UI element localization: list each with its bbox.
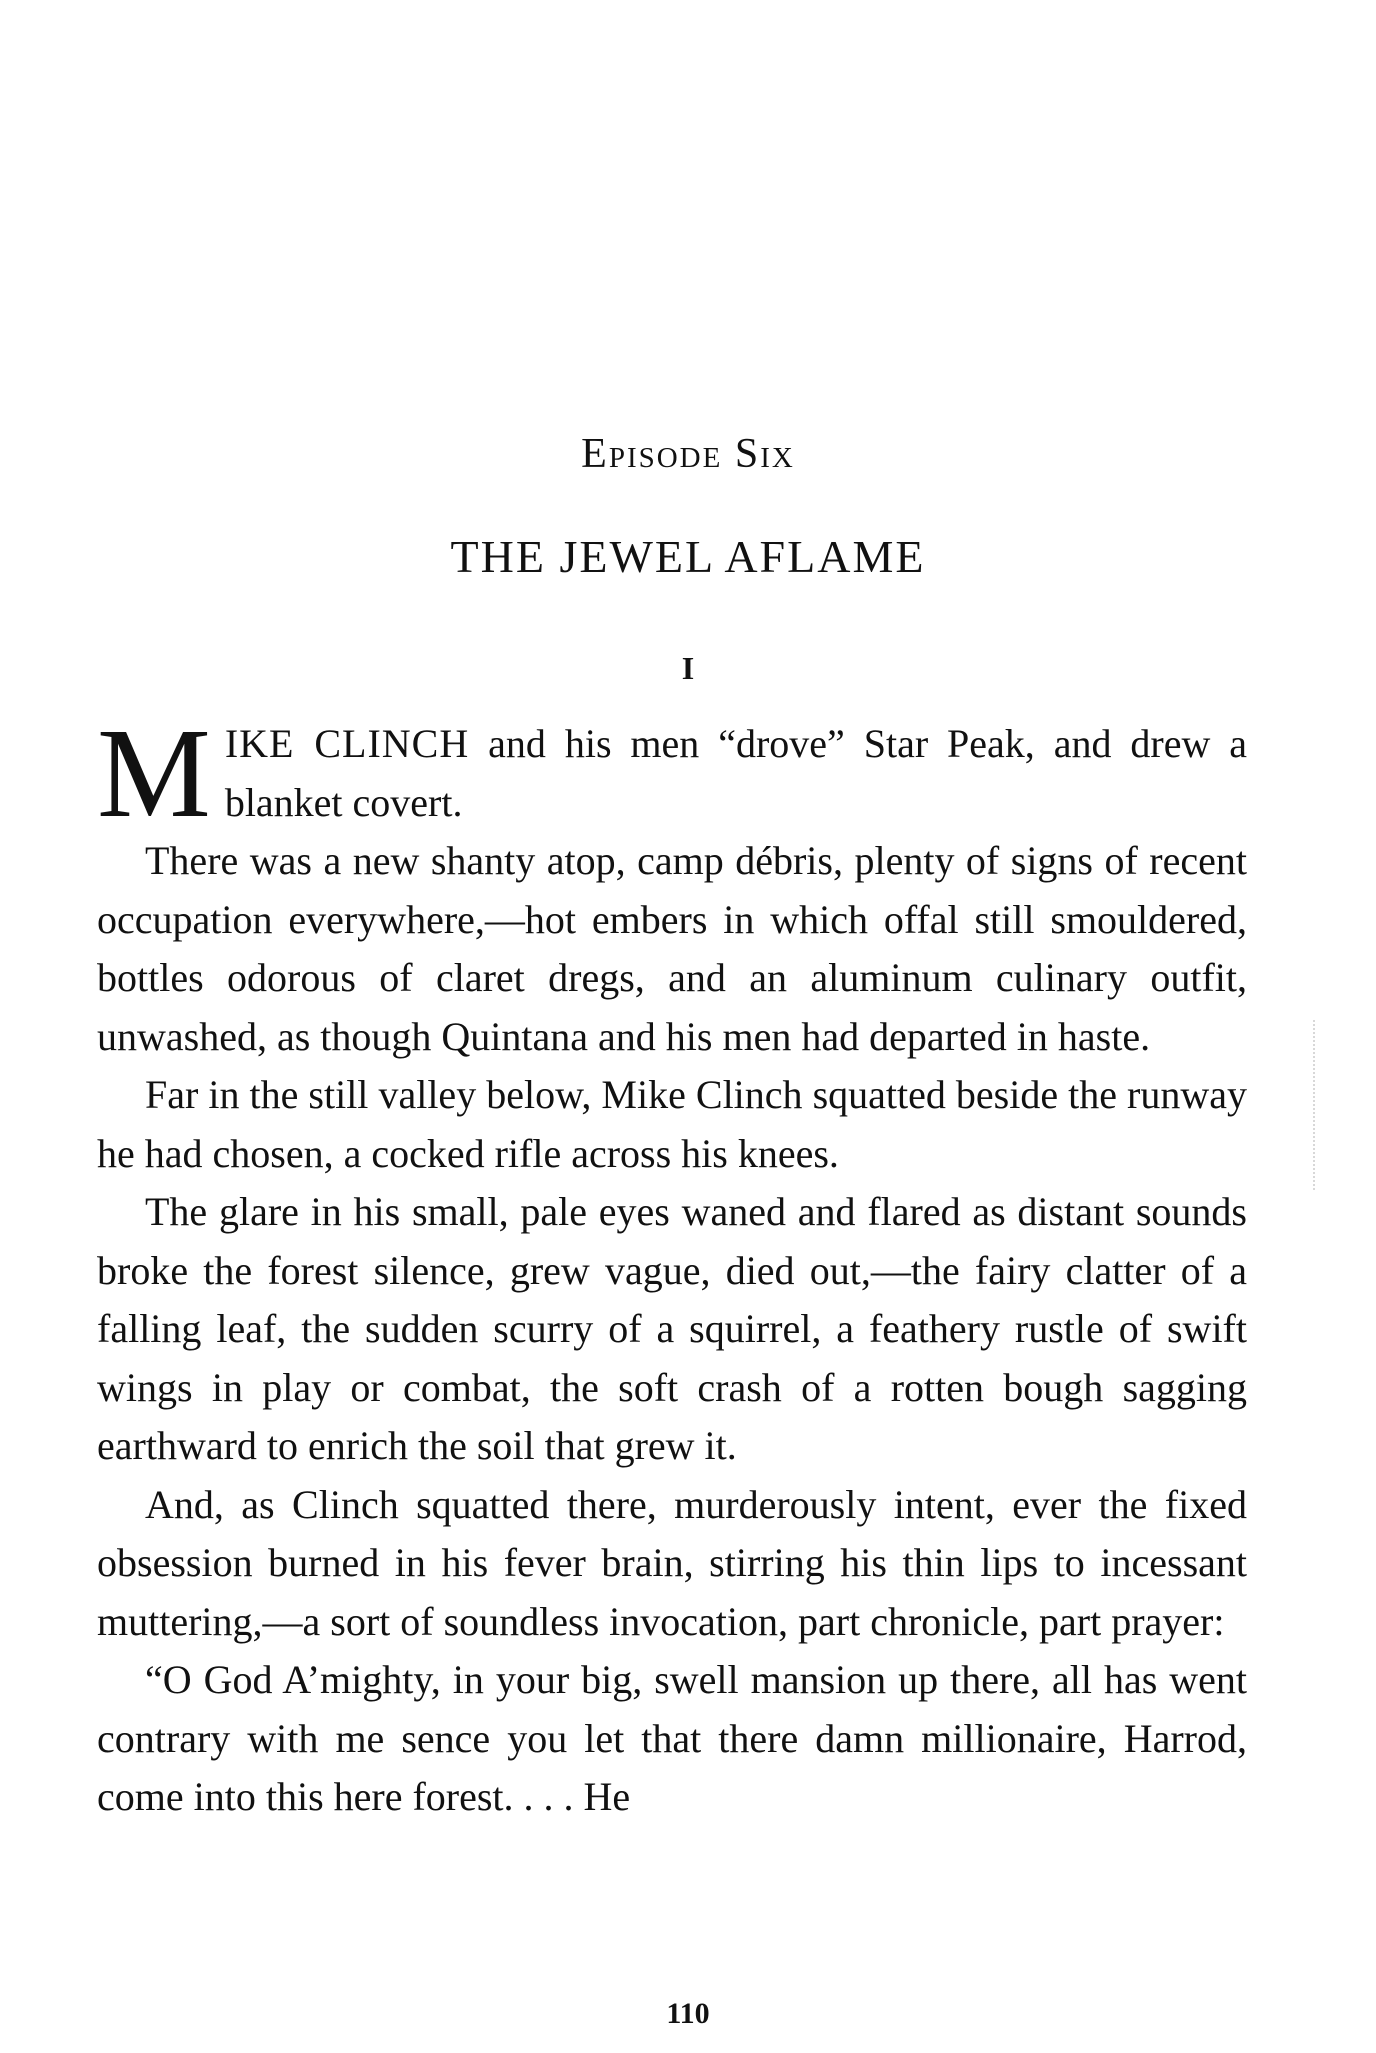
section-numeral: I [681, 650, 695, 686]
opening-caps: IKE CLINCH [224, 721, 470, 766]
opening-text: and his men “drove” Star Peak, and drew a blanket covert. [224, 721, 1248, 825]
paragraph: Far in the still valley below, Mike Clinch squatted beside the runway he had chosen, a cocked rifle across his knees. [97, 1072, 1247, 1176]
episode-heading: Episode Six [581, 431, 795, 477]
page-number: 110 [666, 1997, 710, 2030]
paragraph: And, as Clinch squatted there, murderously intent, ever the fixed obsession burned in his fever brain, stirring his thin lips to incessant muttering,—a sort of soundless invocation, part chronicle, part prayer: [97, 1481, 1247, 1644]
chapter-title: THE JEWEL AFLAME [450, 531, 926, 582]
paragraph: The glare in his small, pale eyes waned and flared as distant sounds broke the forest silence, grew vague, died out,—the fairy clatter of a falling leaf, the sudden scurry of a squirrel, a feathery rustle of swift wings in play or combat, the soft crash of a rotten bough sagging earthward to enrich the soil that grew it. [97, 1189, 1247, 1468]
paragraph: “O God A’mighty, in your big, swell mansion up there, all has went contrary with me sence you let that there damn millionaire, Harrod, come into this here forest. . . . He [97, 1657, 1247, 1819]
opening-paragraph [97, 702, 1248, 844]
body-text [97, 702, 1248, 1827]
drop-cap: M [97, 702, 211, 844]
margin-speck [1313, 1020, 1317, 1190]
paragraph: There was a new shanty atop, camp débris, plenty of signs of recent occupation everywhere,—hot embers in which offal still smouldered, bottles odorous of claret dregs, and an aluminum culinary outfit, unwashed, as though Quintana and his men had departed in haste. [97, 838, 1247, 1059]
